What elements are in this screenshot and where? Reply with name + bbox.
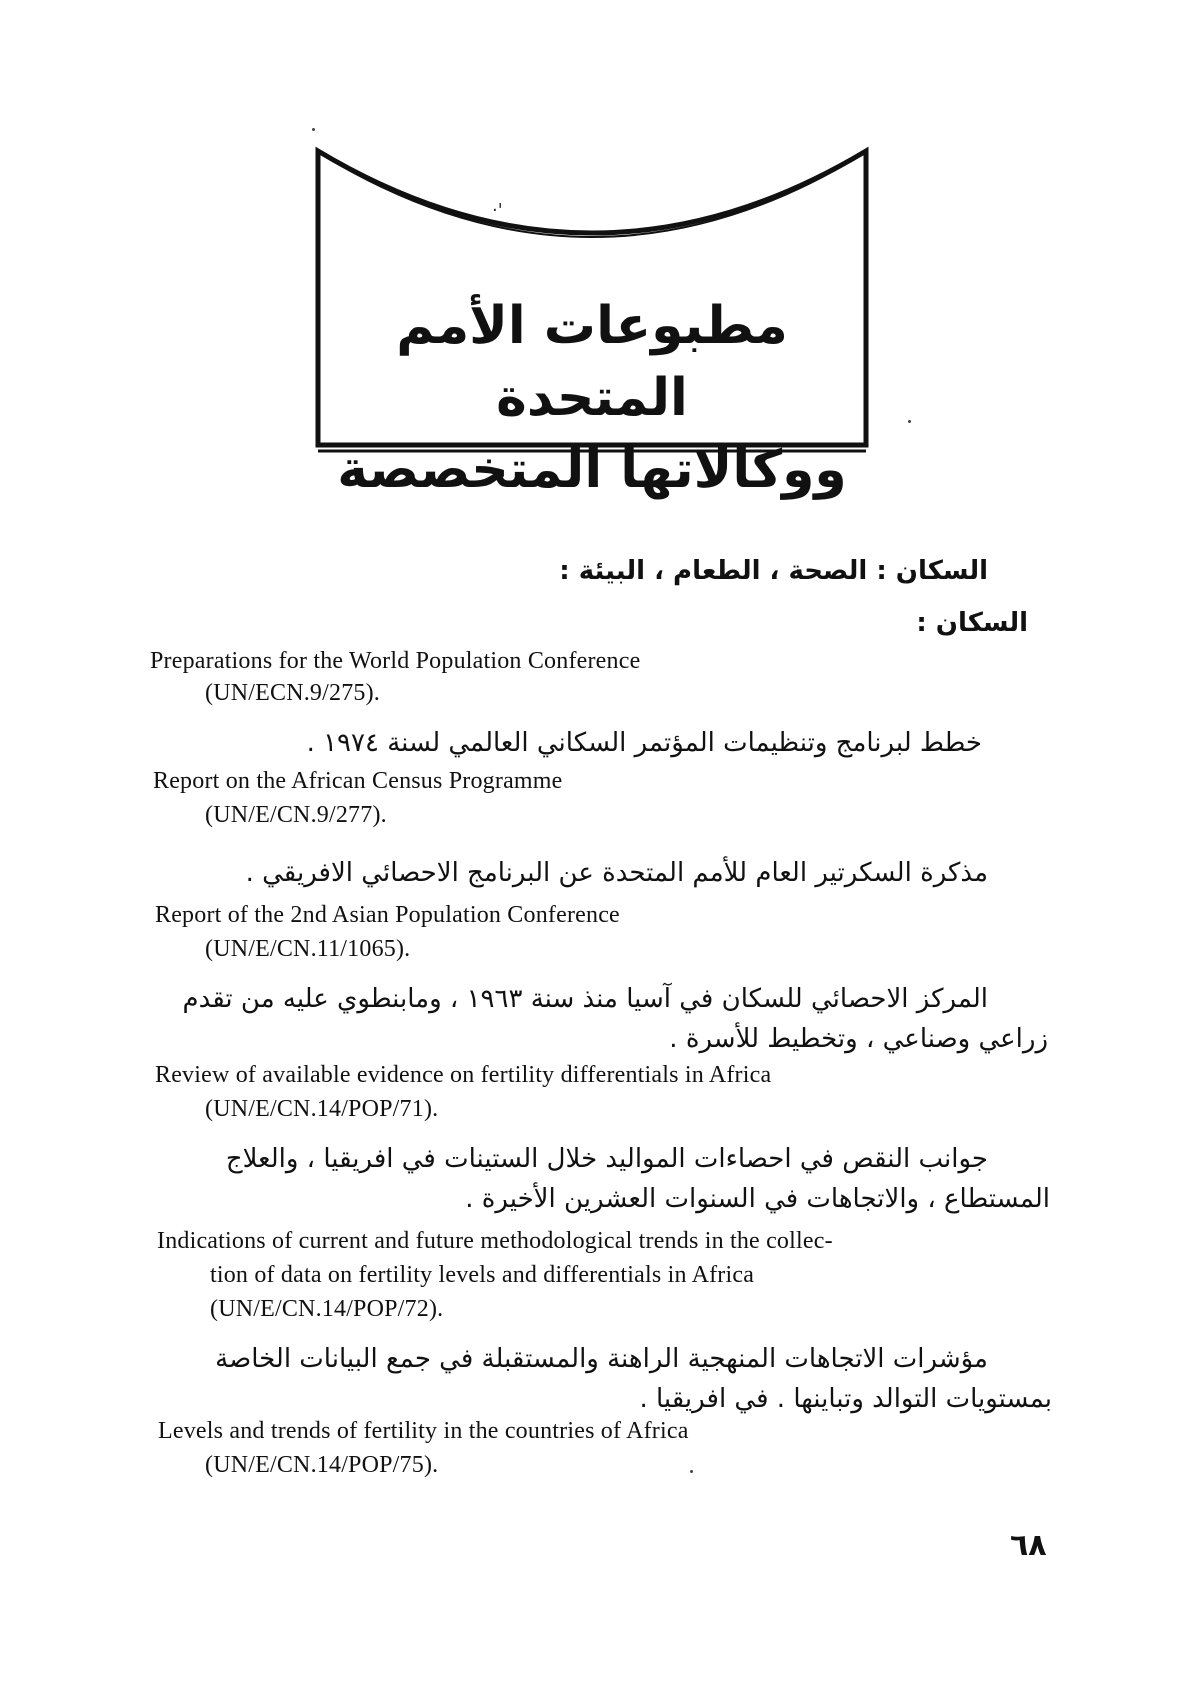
entry-1-code: (UN/ECN.9/275). (205, 680, 380, 706)
print-speck (312, 128, 315, 131)
entry-1-arabic-line-1: خطط لبرنامج وتنظيمات المؤتمر السكاني العالمي لسنة ١٩٧٤ . (306, 728, 982, 758)
entry-5-arabic-line-2: بمستويات التوالد وتباينها . في افريقيا . (639, 1384, 1052, 1414)
header-title (332, 290, 852, 506)
header-specks: ·' (492, 200, 503, 221)
entry-5-code: (UN/E/CN.14/POP/72). (210, 1296, 444, 1322)
entry-5-title-line-2: tion of data on fertility levels and differentials in Africa (210, 1262, 755, 1288)
entry-6-code: (UN/E/CN.14/POP/75). (205, 1452, 439, 1478)
entry-2-arabic-line-1: مذكرة السكرتير العام للأمم المتحدة عن البرنامج الاحصائي الافريقي . (245, 858, 988, 888)
entry-5-arabic-line-1: مؤشرات الاتجاهات المنهجية الراهنة والمستقبلة في جمع البيانات الخاصة (215, 1344, 988, 1374)
header-line-1: مطبوعات الأمم المتحدة (396, 296, 788, 428)
entry-6-title: Levels and trends of fertility in the countries of Africa (158, 1418, 689, 1444)
entry-4-title: Review of available evidence on fertility differentials in Africa (155, 1062, 772, 1088)
print-speck (908, 420, 911, 423)
print-speck (690, 1470, 693, 1473)
entry-5-title-line-1: Indications of current and future methodological trends in the collec- (157, 1228, 833, 1254)
entry-4-arabic-line-2: المستطاع ، والاتجاهات في السنوات العشرين الأخيرة . (465, 1184, 1050, 1214)
section-title: السكان : الصحة ، الطعام ، البيئة : (559, 556, 988, 586)
entry-4-arabic-line-1: جوانب النقص في احصاءات المواليد خلال الستينات في افريقيا ، والعلاج (225, 1144, 988, 1174)
entry-3-arabic-line-1: المركز الاحصائي للسكان في آسيا منذ سنة ١٩٦٣ ، ومابنطوي عليه من تقدم (182, 984, 988, 1014)
entry-3-title: Report of the 2nd Asian Population Conference (155, 902, 620, 928)
entry-3-code: (UN/E/CN.11/1065). (205, 936, 411, 962)
entry-1-title: Preparations for the World Population Conference (150, 648, 641, 674)
header-line-2: ووكالاتها المتخصصة (337, 440, 847, 500)
entry-3-arabic-line-2: زراعي وصناعي ، وتخطيط للأسرة . (669, 1024, 1048, 1054)
entry-2-code: (UN/E/CN.9/277). (205, 802, 387, 828)
entry-4-code: (UN/E/CN.14/POP/71). (205, 1096, 439, 1122)
entry-2-title: Report on the African Census Programme (153, 768, 563, 794)
page-number: ٦٨ (1010, 1528, 1047, 1563)
publications-header-box (312, 145, 872, 500)
subsection-title: السكان : (916, 608, 1028, 638)
